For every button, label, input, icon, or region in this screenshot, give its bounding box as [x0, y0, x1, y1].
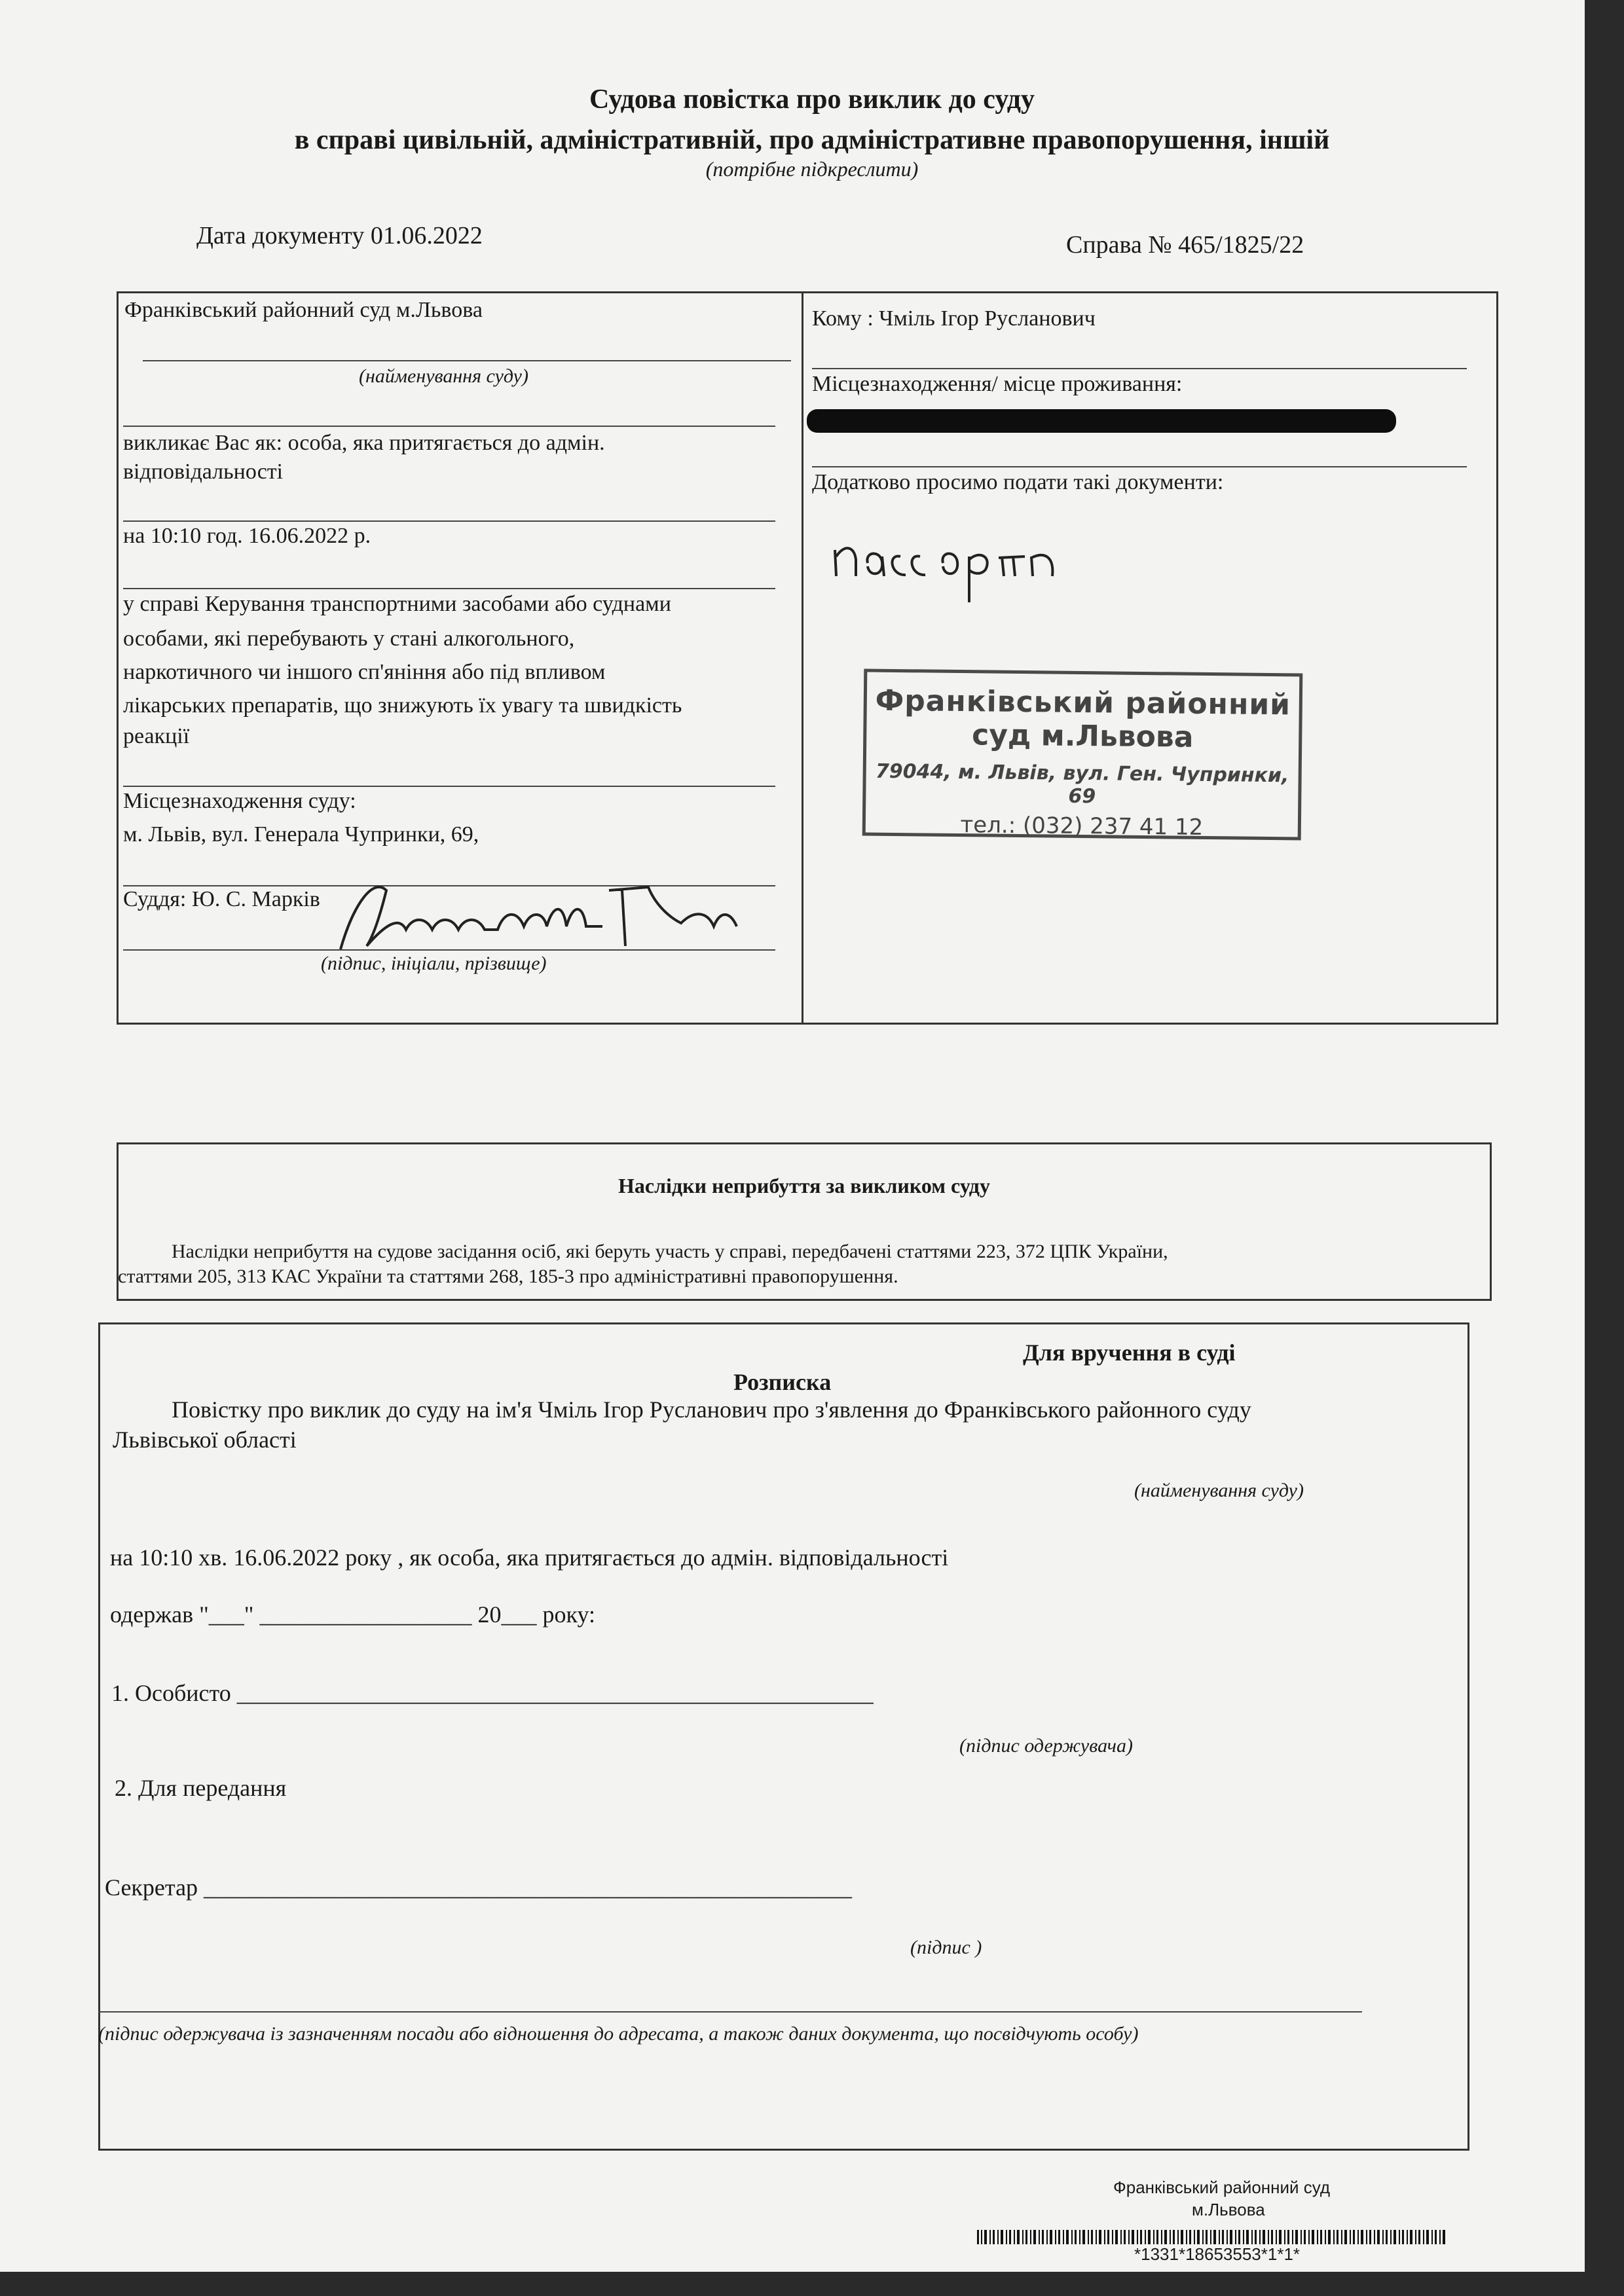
court-location-label: Місцезнаходження суду:	[123, 789, 356, 813]
receipt-received-date: одержав "___" __________________ 20___ року:	[110, 1601, 596, 1628]
signature-caption: (підпис, ініціали, прізвище)	[321, 953, 547, 974]
receipt-secretary: Секретар _______________________________________________________	[105, 1874, 853, 1901]
documents-label: Додатково просимо подати такі документи:	[812, 470, 1224, 494]
footer-court-city: м.Львова	[1192, 2200, 1265, 2219]
barcode	[977, 2230, 1449, 2244]
residence-label: Місцезнаходження/ місце проживання:	[812, 372, 1183, 396]
court-caption: (найменування суду)	[359, 365, 528, 387]
summoned-as: викликає Вас як: особа, яка притягається до адмін.	[123, 431, 605, 455]
judge-name: Суддя: Ю. С. Марків	[123, 887, 320, 911]
receipt-title: Розписка	[733, 1369, 832, 1395]
judge-signature	[327, 864, 747, 962]
receipt-footer-note: (підпис одержувача із зазначенням посади або відношення до адресата, а також даних документа, що посвідчують особу)	[98, 2023, 1139, 2045]
court-stamp	[862, 668, 1303, 840]
recipient: Кому : Чміль Ігор Русланович	[812, 306, 1096, 331]
divider	[123, 786, 775, 787]
case-subject-line: у справі Керування транспортними засобами або суднами	[123, 592, 671, 616]
case-subject-line: наркотичного чи іншого сп'яніння або під впливом	[123, 660, 606, 684]
handwritten-passport	[828, 511, 1064, 609]
consequences-text: Наслідки неприбуття на судове засідання осіб, які беруть участь у справі, передбачені статтями 223, 372 ЦПК України,	[172, 1241, 1168, 1262]
receipt-summons-line-cont: Львівської області	[113, 1427, 297, 1453]
document-date: Дата документу 01.06.2022	[196, 222, 483, 249]
case-number: Справа № 465/1825/22	[1066, 231, 1304, 259]
document-subtitle: в справі цивільній, адміністративній, про адміністративне правопорушення, іншій	[294, 125, 1330, 155]
summoned-as-cont: відповідальності	[123, 460, 284, 484]
consequences-title: Наслідки неприбуття за викликом суду	[618, 1174, 990, 1197]
receipt-transfer: 2. Для передання	[115, 1775, 287, 1801]
receipt-summons-line: Повістку про виклик до суду на ім'я Чміль Ігор Русланович про з'явлення до Франківського районного суду	[172, 1396, 1251, 1423]
for-court-label: Для вручення в суді	[1023, 1339, 1236, 1366]
document-title: Судова повістка про виклик до суду	[589, 84, 1035, 115]
recipient-sign-caption: (підпис одержувача)	[959, 1735, 1133, 1757]
consequences-text-cont: статтями 205, 313 КАС України та статтями 268, 185-3 про адміністративні правопорушення.	[118, 1266, 898, 1287]
barcode-text: *1331*18653553*1*1*	[1134, 2244, 1301, 2264]
court-name: Франківський районний суд м.Львова	[124, 298, 483, 322]
redaction-bar	[807, 409, 1396, 433]
hearing-time: на 10:10 год. 16.06.2022 р.	[123, 524, 371, 548]
divider	[98, 2011, 1362, 2013]
secretary-sign-caption: (підпис )	[910, 1937, 982, 1958]
case-subject-line: лікарських препаратів, що знижують їх увагу та швидкість	[123, 693, 682, 718]
receipt-time-line: на 10:10 хв. 16.06.2022 року , як особа, яка притягається до адмін. відповідальності	[110, 1544, 949, 1571]
summons-frame	[117, 291, 1498, 1025]
stamp-line: суд м.Львова	[971, 718, 1194, 754]
divider	[812, 368, 1467, 369]
divider	[143, 360, 791, 361]
divider	[812, 466, 1467, 467]
divider	[123, 520, 775, 522]
receipt-court-caption: (найменування суду)	[1134, 1480, 1304, 1501]
stamp-line: Франківський районний	[875, 683, 1291, 722]
case-subject-line: реакції	[123, 724, 190, 748]
footer-court-name: Франківський районний суд	[1113, 2178, 1331, 2197]
divider	[123, 588, 775, 589]
court-location: м. Львів, вул. Генерала Чупринки, 69,	[123, 822, 479, 847]
case-subject-line: особами, які перебувають у стані алкогольного,	[123, 627, 575, 651]
divider	[123, 426, 775, 427]
underline-note: (потрібне підкреслити)	[705, 157, 919, 181]
stamp-phone: тел.: (032) 237 41 12	[960, 812, 1204, 841]
stamp-address: 79044, м. Львів, вул. Ген. Чупринки, 69	[875, 759, 1289, 809]
receipt-personally: 1. Особисто ______________________________________________________	[111, 1680, 874, 1706]
column-divider	[802, 291, 803, 1025]
